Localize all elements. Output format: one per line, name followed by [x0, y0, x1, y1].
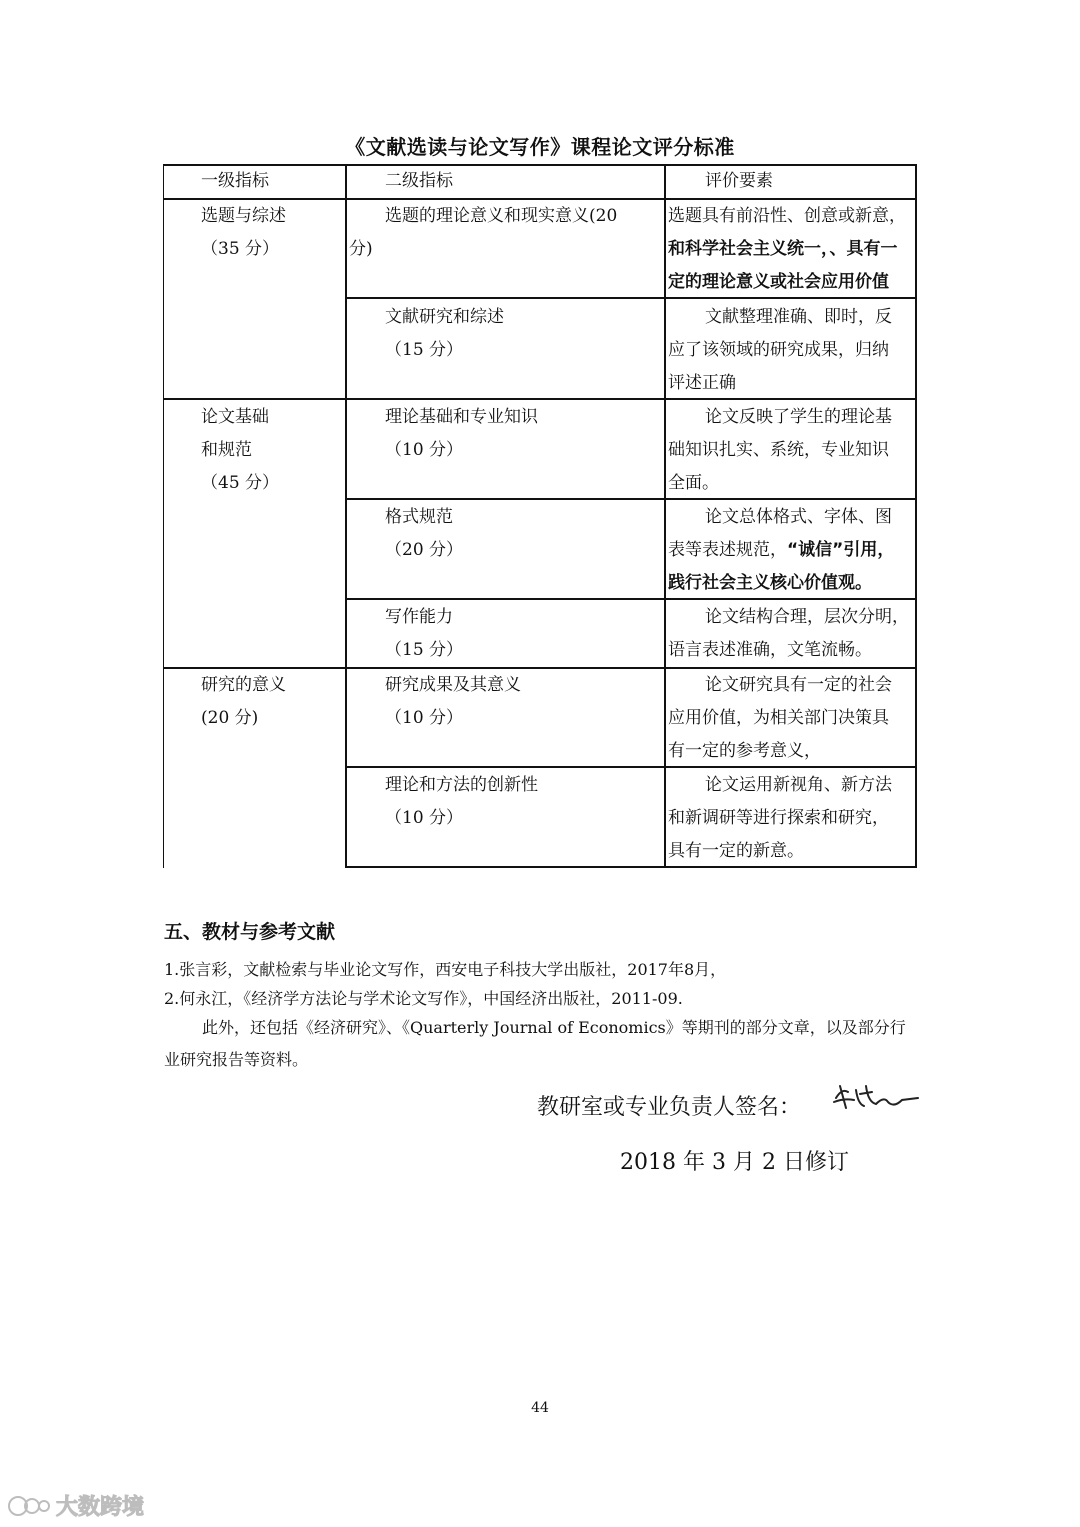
level1-name-cont: 和规范 [201, 440, 252, 460]
table-left-border [163, 164, 164, 868]
criteria-line: 应用价值，为相关部门决策具 [668, 708, 889, 728]
row-divider [345, 766, 917, 768]
criteria-line: 论文研究具有一定的社会 [705, 675, 892, 695]
criteria-line-bold: 定的理论意义或社会应用价值 [668, 272, 889, 292]
level1-name: 选题与综述 [201, 206, 286, 226]
level2-name: 理论和方法的创新性 [385, 775, 538, 795]
reference-item: 1.张言彩，文献检索与毕业论文写作，西安电子科技大学出版社，2017年8月， [164, 960, 727, 979]
table-bottom-border [345, 866, 917, 868]
level2-score: （15 分） [385, 340, 464, 360]
document-title: 《文献选读与论文写作》课程论文评分标准 [345, 135, 735, 159]
level2-score: 分) [349, 239, 373, 259]
criteria-line: 选题具有前沿性、创意或新意， [668, 206, 906, 226]
watermark-text: 大数跨境 [56, 1495, 145, 1520]
criteria-line: 论文运用新视角、新方法 [705, 775, 892, 795]
column-divider [345, 164, 347, 868]
level2-score: （10 分） [385, 440, 464, 460]
level1-score: （45 分） [201, 473, 280, 493]
handwritten-signature [832, 1078, 920, 1118]
level2-name: 格式规范 [385, 507, 453, 527]
level2-name: 写作能力 [385, 607, 453, 627]
header-level1: 一级指标 [201, 171, 269, 191]
level2-score: （20 分） [385, 540, 464, 560]
criteria-bold-span: “诚信”引用， [787, 540, 895, 560]
level1-name: 研究的意义 [201, 675, 286, 695]
level2-score: （15 分） [385, 640, 464, 660]
level2-name: 选题的理论意义和现实意义(20 [385, 206, 618, 226]
criteria-line: 论文反映了学生的理论基 [705, 407, 892, 427]
level2-score: （10 分） [385, 808, 464, 828]
criteria-line: 论文总体格式、字体、图 [705, 507, 892, 527]
criteria-line: 有一定的参考意义， [668, 741, 821, 761]
scoring-table [163, 164, 917, 868]
signature-label: 教研室或专业负责人签名： [537, 1095, 802, 1120]
level2-name: 研究成果及其意义 [385, 675, 521, 695]
criteria-line: 和新调研等进行探索和研究， [668, 808, 889, 828]
level2-score: （10 分） [385, 708, 464, 728]
criteria-line: 具有一定的新意。 [668, 841, 804, 861]
level1-score: (20 分) [201, 708, 259, 728]
criteria-line-bold: 和科学社会主义统一，、具有一 [668, 239, 898, 259]
criteria-line: 文献整理准确、即时，反 [705, 307, 892, 327]
reference-paragraph: 此外，还包括《经济研究》、《Quarterly Journal of Economics》等期刊的部分文章，以及部分行业研究报告等资料。 [164, 1018, 906, 1069]
criteria-line-bold: 践行社会主义核心价值观。 [668, 573, 872, 593]
level2-name: 文献研究和综述 [385, 307, 504, 327]
level1-score: （35 分） [201, 239, 280, 259]
criteria-line: 表等表述规范，“诚信”引用， [668, 540, 895, 560]
criteria-line: 础知识扎实、系统，专业知识 [668, 440, 889, 460]
criteria-line: 语言表述准确，文笔流畅。 [668, 640, 872, 660]
watermark-logo-icon [6, 1493, 52, 1519]
level2-name: 理论基础和专业知识 [385, 407, 538, 427]
group-divider [163, 398, 917, 400]
table-top-border [163, 164, 917, 166]
table-right-border [915, 164, 917, 868]
section-heading: 五、教材与参考文献 [164, 921, 336, 943]
page-number: 44 [531, 1400, 549, 1416]
row-divider [345, 498, 917, 500]
header-level2: 二级指标 [385, 171, 453, 191]
criteria-line: 评述正确 [668, 373, 736, 393]
level1-name: 论文基础 [201, 407, 269, 427]
criteria-line: 全面。 [668, 473, 719, 493]
watermark [6, 1490, 144, 1521]
revision-date: 2018 年 3 月 2 日修订 [620, 1150, 849, 1175]
criteria-line: 论文结构合理，层次分明， [705, 607, 909, 627]
header-criteria: 评价要素 [705, 171, 773, 191]
column-divider [664, 164, 666, 868]
criteria-line: 应了该领域的研究成果，归纳 [668, 340, 889, 360]
reference-item: 2.何永江，《经济学方法论与学术论文写作》，中国经济出版社，2011-09. [164, 989, 683, 1008]
